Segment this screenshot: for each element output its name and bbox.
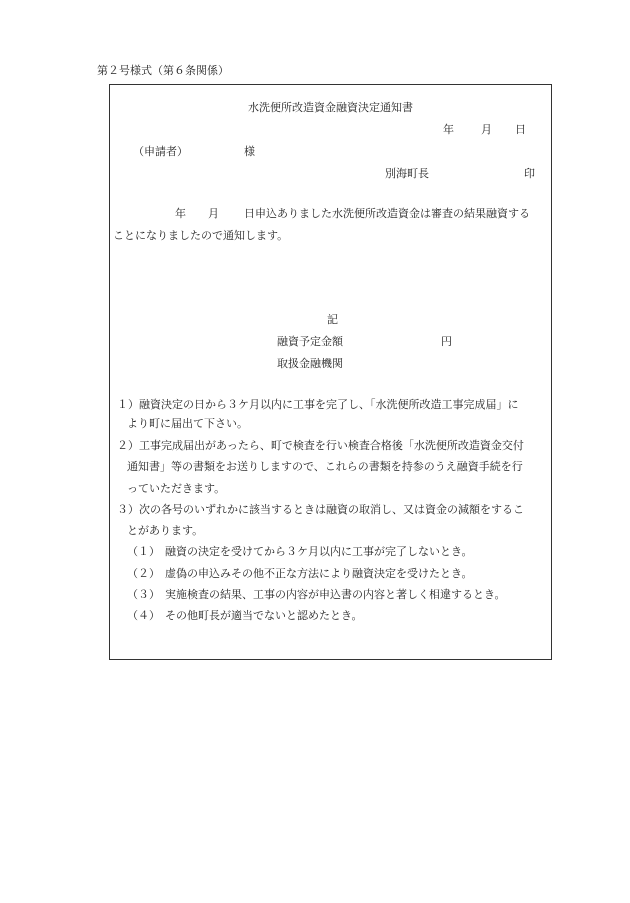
issuer-name: 別海町長 — [385, 167, 429, 180]
sub-item-3-number: （３） — [127, 588, 160, 601]
amount-label: 融資予定金額 — [277, 335, 343, 348]
sub-item-3-text: 実施検査の結果、工事の内容が申込書の内容と著しく相違するとき。 — [165, 588, 506, 601]
amount-unit: 円 — [441, 335, 452, 348]
applicant-honorific: 様 — [244, 145, 255, 158]
date-day-label: 日 — [515, 123, 526, 136]
document-title: 水洗便所改造資金融資決定通知書 — [248, 101, 413, 114]
sub-item-4-number: （４） — [127, 609, 160, 622]
body-month-label: 月 — [208, 207, 219, 220]
sub-item-2-text: 虚偽の申込みその他不正な方法により融資決定を受けたとき。 — [165, 567, 473, 580]
body-line-2: ことになりましたので通知します。 — [113, 229, 289, 242]
sub-item-4-text: その他町長が適当でないと認めたとき。 — [165, 609, 363, 622]
body-year-label: 年 — [175, 207, 186, 220]
note-2-line-1: ２）工事完成届出があったら、町で検査を行い検査合格後「水洗便所改造資金交付 — [117, 439, 524, 452]
ki-heading: 記 — [327, 313, 338, 326]
body-line-1: 日申込ありました水洗便所改造資金は審査の結果融資する — [244, 207, 530, 220]
note-1-line-1: １）融資決定の日から３ケ月以内に工事を完了し、「水洗便所改造工事完成届」に — [117, 398, 519, 411]
applicant-label: （申請者） — [133, 145, 188, 158]
note-2-line-2: 通知書」等の書類をお送りしますので、これらの書類を持参のうえ融資手続を行 — [127, 460, 523, 473]
note-2-line-3: っていただきます。 — [127, 482, 226, 495]
sub-item-1-number: （１） — [127, 545, 160, 558]
institution-label: 取扱金融機関 — [277, 357, 343, 370]
form-number: 第２号様式（第６条関係） — [97, 64, 229, 77]
date-year-label: 年 — [443, 123, 454, 136]
sub-item-2-number: （２） — [127, 567, 160, 580]
date-month-label: 月 — [481, 123, 492, 136]
note-3-line-2: とがあります。 — [127, 524, 204, 537]
sub-item-1-text: 融資の決定を受けてから３ケ月以内に工事が完了しないとき。 — [165, 545, 473, 558]
note-1-line-2: より町に届出て下さい。 — [127, 417, 248, 430]
note-3-line-1: ３）次の各号のいずれかに該当するときは融資の取消し、又は資金の減額をするこ — [117, 503, 524, 516]
seal-mark: 印 — [524, 167, 535, 180]
